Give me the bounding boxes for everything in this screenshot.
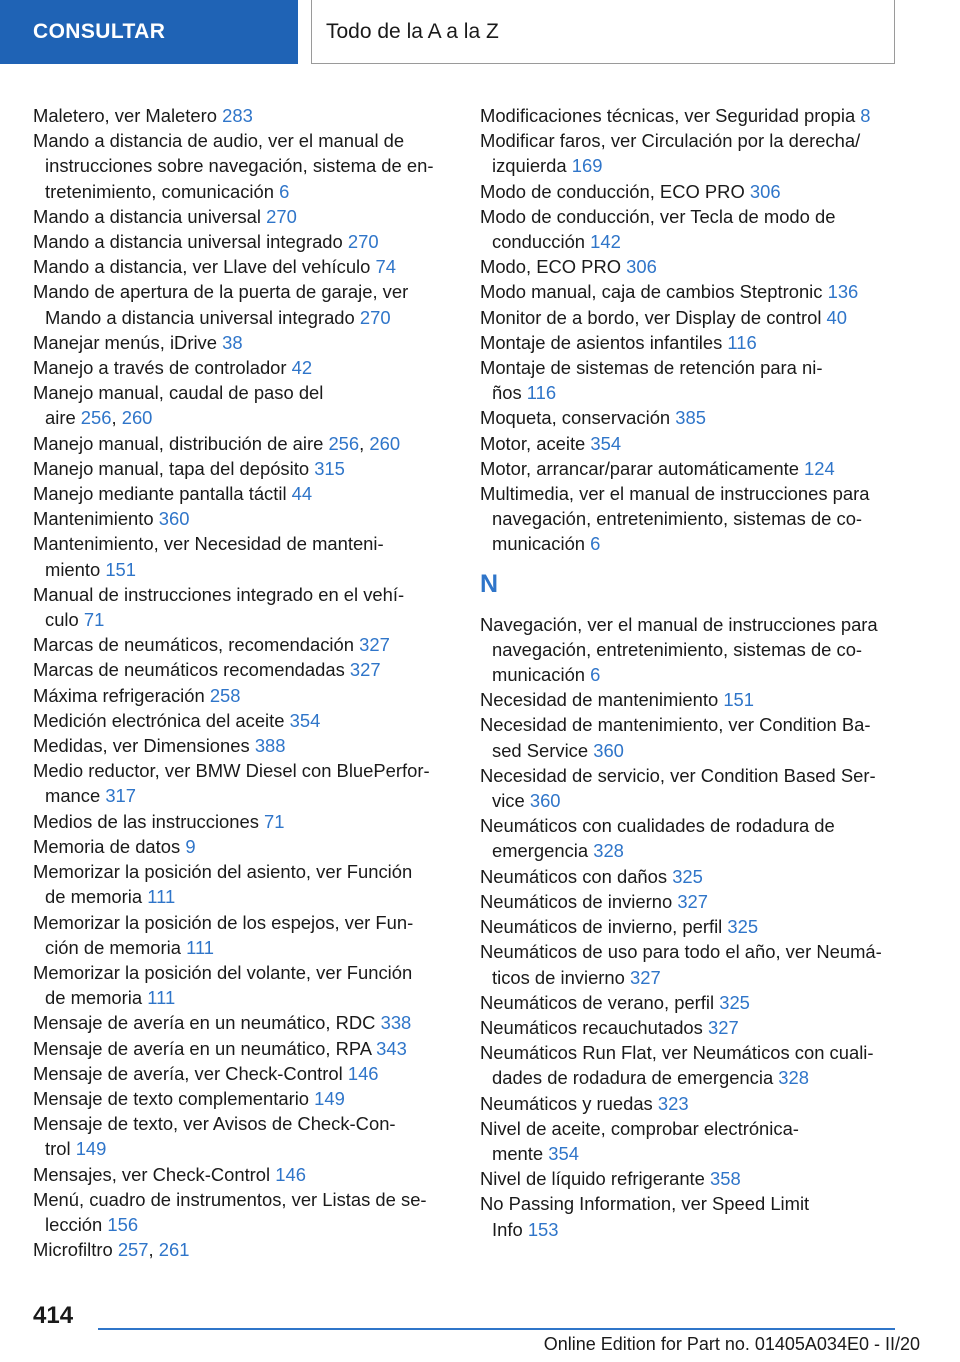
entry-term: Montaje de sistemas de retención para ni- — [480, 357, 823, 379]
page-reference-link[interactable]: 338 — [380, 1012, 412, 1034]
page-reference-link[interactable]: 360 — [529, 790, 561, 812]
page-reference-link[interactable]: 327 — [707, 1016, 739, 1038]
entry-term: Menú, cuadro de instrumentos, ver Listas de se- — [33, 1188, 427, 1210]
page-reference-link[interactable]: 256 — [328, 432, 360, 454]
page-reference-link[interactable]: 151 — [723, 689, 755, 711]
entry-term: Medio reductor, ver BMW Diesel con BluePerfor- — [33, 760, 430, 782]
index-entry — [480, 813, 898, 863]
entry-term: Neumáticos de invierno, perfil — [480, 916, 723, 938]
page-reference-link[interactable]: 42 — [291, 357, 313, 379]
index-entry — [480, 712, 898, 762]
index-entry — [33, 103, 451, 128]
index-entry — [480, 1015, 898, 1040]
entry-term-continuation: trol — [45, 1138, 71, 1160]
page-reference-link[interactable]: 6 — [590, 664, 601, 686]
index-entry — [480, 481, 898, 557]
page-reference-link[interactable]: 44 — [291, 483, 313, 505]
entry-term: Manejar menús, iDrive — [33, 331, 217, 353]
entry-term: Mensaje de avería en un neumático, RPA — [33, 1037, 372, 1059]
entry-term: Motor, arrancar/parar automáticamente — [480, 457, 799, 479]
page-reference-link[interactable]: 258 — [209, 684, 241, 706]
entry-term-continuation: navegación, entretenimiento, sistemas de co- — [492, 638, 863, 660]
entry-term: Microfiltro — [33, 1239, 113, 1261]
page-reference-link[interactable]: 323 — [657, 1092, 689, 1114]
entry-term-continuation: mance — [45, 785, 101, 807]
entry-term: Medios de las instrucciones — [33, 810, 259, 832]
entry-term: Manejo manual, distribución de aire — [33, 432, 324, 454]
page-reference-link[interactable]: 6 — [590, 533, 601, 555]
page-reference-link[interactable]: 71 — [264, 810, 285, 832]
entry-term: Maletero, ver Maletero — [33, 105, 217, 126]
entry-term: Memoria de datos — [33, 835, 181, 857]
page-reference-link[interactable]: 325 — [719, 991, 750, 1013]
index-entry — [480, 1091, 898, 1116]
page-reference-link[interactable]: 116 — [727, 331, 757, 353]
entry-term: Necesidad de mantenimiento — [480, 689, 719, 711]
page-reference-link[interactable]: 327 — [349, 659, 381, 681]
index-entry — [33, 1111, 451, 1161]
entry-term: Máxima refrigeración — [33, 684, 205, 706]
index-entry — [33, 733, 451, 758]
entry-term: Mantenimiento — [33, 508, 154, 530]
page-reference-link[interactable]: 74 — [375, 256, 396, 278]
index-entry — [480, 431, 898, 456]
entry-term: Modo, ECO PRO — [480, 256, 622, 278]
entry-term: Modificar faros, ver Circulación por la derecha/ — [480, 130, 861, 152]
index-entry: Manejo manual, distribución de aire 256, 260 — [33, 432, 401, 454]
entry-term: Medidas, ver Dimensiones — [33, 735, 250, 757]
page-reference-link[interactable]: 169 — [571, 155, 603, 177]
entry-term: Mensaje de avería, ver Check-Control — [33, 1062, 343, 1084]
index-entry — [33, 456, 451, 481]
page-reference-link[interactable]: 146 — [275, 1163, 306, 1185]
entry-term: Modificaciones técnicas, ver Seguridad propia — [480, 105, 856, 126]
page-reference-link[interactable]: 328 — [593, 840, 624, 862]
index-entry — [480, 279, 898, 304]
entry-term: Neumáticos recauchutados — [480, 1016, 703, 1038]
index-entry — [480, 456, 898, 481]
index-entry — [33, 1036, 451, 1061]
index-entry — [33, 279, 451, 329]
index-entry — [33, 531, 451, 581]
page-reference-link[interactable]: 360 — [593, 739, 624, 761]
index-entry — [33, 481, 451, 506]
entry-term-continuation: municación — [492, 533, 586, 555]
index-entry — [33, 708, 451, 733]
footer-rule — [98, 1328, 895, 1330]
index-entry — [33, 960, 451, 1010]
entry-term: Modo de conducción, ver Tecla de modo de — [480, 205, 836, 227]
index-entry — [480, 1166, 898, 1191]
entry-term-continuation: ños — [492, 382, 522, 404]
page-reference-link[interactable]: 116 — [526, 382, 557, 404]
index-entry — [33, 683, 451, 708]
entry-term: Mando de apertura de la puerta de garaje, ver — [33, 281, 409, 303]
index-entry — [33, 1061, 451, 1086]
page-reference-link[interactable]: 327 — [677, 890, 708, 912]
index-entry — [33, 582, 451, 632]
entry-term-continuation: vice — [492, 790, 525, 812]
entry-term-continuation: instrucciones sobre navegación, sistema de en- — [45, 155, 434, 177]
entry-term: Manejo mediante pantalla táctil — [33, 483, 287, 505]
entry-term: Moqueta, conservación — [480, 407, 671, 429]
index-entry — [480, 763, 898, 813]
entry-term: Neumáticos y ruedas — [480, 1092, 653, 1114]
page-reference-link[interactable]: 40 — [826, 306, 848, 328]
entry-term: Navegación, ver el manual de instrucciones para — [480, 613, 878, 635]
index-entry — [480, 330, 898, 355]
index-entry — [480, 254, 898, 279]
index-entry — [33, 632, 451, 657]
index-entry — [33, 657, 451, 682]
entry-term-continuation: tretenimiento, comunicación — [45, 180, 274, 202]
section-tab — [0, 0, 298, 64]
index-entry — [480, 204, 898, 254]
page-reference-link[interactable]: 260 — [121, 407, 153, 429]
page-reference-link[interactable]: 388 — [254, 735, 286, 757]
entry-term-continuation: Info — [492, 1218, 523, 1240]
index-entry — [33, 859, 451, 909]
index-entry — [33, 1187, 451, 1237]
page-reference-link[interactable]: 257 — [117, 1239, 149, 1261]
page-reference-link[interactable]: 9 — [185, 835, 196, 857]
index-entry — [480, 305, 898, 330]
index-entry — [33, 506, 451, 531]
entry-term: Neumáticos Run Flat, ver Neumáticos con cuali- — [480, 1042, 874, 1064]
entry-term: Mando a distancia de audio, ver el manual de — [33, 130, 405, 152]
entry-term: No Passing Information, ver Speed Limit — [480, 1193, 810, 1215]
page-reference-link[interactable]: 270 — [359, 306, 391, 328]
entry-term: Memorizar la posición del asiento, ver Función — [33, 861, 413, 883]
entry-term: Monitor de a bordo, ver Display de control — [480, 306, 822, 328]
index-entry — [33, 1162, 451, 1187]
entry-term-continuation: ticos de invierno — [492, 966, 625, 988]
page-reference-link[interactable]: 149 — [314, 1087, 345, 1109]
page-reference-link[interactable]: 71 — [83, 609, 105, 631]
page-reference-link[interactable]: 8 — [860, 105, 871, 126]
index-entry — [480, 405, 898, 430]
section-letter-heading: N — [480, 569, 499, 598]
page-reference-link[interactable]: 306 — [626, 256, 657, 278]
entry-term: Motor, aceite — [480, 432, 586, 454]
section-label: CONSULTAR — [33, 20, 166, 43]
page-reference-link[interactable]: 111 — [147, 886, 176, 908]
index-column-left — [33, 103, 451, 1262]
index-entry — [480, 355, 898, 405]
index-entry: Microfiltro 257, 261 — [33, 1239, 190, 1261]
entry-term: Memorizar la posición de los espejos, ver Fun- — [33, 911, 414, 933]
index-entry — [33, 1010, 451, 1035]
entry-term: Mensaje de texto complementario — [33, 1087, 310, 1109]
page-reference-link[interactable]: 328 — [778, 1067, 809, 1089]
entry-term-continuation: ción de memoria — [45, 936, 181, 958]
entry-term-continuation: mente — [492, 1142, 544, 1164]
entry-term: Medición electrónica del aceite — [33, 709, 285, 731]
page-reference-link[interactable]: 136 — [827, 281, 859, 303]
page-reference-link[interactable]: 385 — [675, 407, 706, 429]
entry-term: Necesidad de servicio, ver Condition Based Ser- — [480, 764, 876, 786]
index-entry — [480, 990, 898, 1015]
index-entry — [480, 1191, 898, 1241]
index-entry — [33, 330, 451, 355]
index-entry — [480, 1116, 898, 1166]
page-reference-link[interactable]: 142 — [590, 231, 621, 253]
page-reference-link[interactable]: 111 — [147, 987, 176, 1009]
chapter-title: Todo de la A a la Z — [326, 19, 499, 43]
entry-term: Neumáticos con daños — [480, 865, 668, 887]
page-reference-link[interactable]: 325 — [672, 865, 703, 887]
entry-term: Manejo manual, caudal de paso del — [33, 382, 324, 404]
page-number: 414 — [33, 1302, 74, 1329]
entry-term: Manejo a través de controlador — [33, 357, 287, 379]
page-reference-link[interactable]: 38 — [222, 331, 243, 353]
entry-term: Mantenimiento, ver Necesidad de manteni- — [33, 533, 384, 555]
entry-term-continuation: Mando a distancia universal integrado — [45, 306, 355, 328]
page-reference-link[interactable]: 327 — [630, 966, 661, 988]
entry-term: Neumáticos con cualidades de rodadura de — [480, 815, 835, 837]
entry-term: Montaje de asientos infantiles — [480, 331, 723, 353]
index-entry — [33, 834, 451, 859]
page-reference-link[interactable]: 111 — [186, 936, 215, 958]
index-list-n — [480, 612, 898, 1242]
entry-term-continuation: dades de rodadura de emergencia — [492, 1067, 774, 1089]
entry-term: Mando a distancia, ver Llave del vehículo — [33, 256, 371, 278]
page-reference-link[interactable]: 354 — [590, 432, 622, 454]
page-reference-link[interactable]: 149 — [75, 1138, 107, 1160]
index-entry — [33, 809, 451, 834]
index-entry — [33, 1086, 451, 1111]
entry-term-continuation: culo — [45, 609, 79, 631]
index-entry — [33, 254, 451, 279]
page-reference-link[interactable]: 260 — [369, 432, 401, 454]
page-reference-link[interactable]: 306 — [749, 180, 781, 202]
index-list-m-left — [33, 103, 451, 1262]
page-reference-link[interactable]: 270 — [347, 231, 379, 253]
entry-term: Neumáticos de verano, perfil — [480, 991, 715, 1013]
page-reference-link[interactable]: 315 — [314, 457, 345, 479]
entry-term: Mensaje de texto, ver Avisos de Check-Con- — [33, 1113, 396, 1135]
index-entry — [480, 914, 898, 939]
index-entry — [480, 864, 898, 889]
footer-edition: Online Edition for Part no. 01405A034E0 - II/20 — [543, 1334, 920, 1354]
entry-term-continuation: lección — [45, 1213, 103, 1235]
entry-term-continuation: de memoria — [45, 886, 143, 908]
entry-term-continuation: aire — [45, 407, 76, 429]
index-entry — [480, 179, 898, 204]
page-reference-link[interactable]: 124 — [804, 457, 835, 479]
index-entry — [480, 939, 898, 989]
index-entry — [33, 355, 451, 380]
entry-term: Multimedia, ver el manual de instrucciones para — [480, 483, 870, 505]
page-reference-link[interactable]: 261 — [158, 1239, 190, 1261]
page-reference-link[interactable]: 343 — [376, 1037, 407, 1059]
entry-term: Mensaje de avería en un neumático, RDC — [33, 1012, 376, 1034]
index-entry — [480, 687, 898, 712]
page-reference-link[interactable]: 358 — [710, 1168, 741, 1190]
entry-term: Modo de conducción, ECO PRO — [480, 180, 745, 202]
index-entry — [33, 758, 451, 808]
entry-term-continuation: izquierda — [492, 155, 567, 177]
index-entry — [33, 910, 451, 960]
entry-term: Memorizar la posición del volante, ver Función — [33, 961, 413, 983]
page-reference-link[interactable]: 256 — [80, 407, 112, 429]
entry-term: Mensajes, ver Check-Control — [33, 1163, 271, 1185]
entry-term: Marcas de neumáticos, recomendación — [33, 634, 354, 656]
index-entry — [33, 204, 451, 229]
entry-term: Manual de instrucciones integrado en el vehí- — [33, 583, 405, 605]
page-reference-link[interactable]: 146 — [347, 1062, 379, 1084]
page-reference-link[interactable]: 151 — [105, 558, 137, 580]
index-list-m-right — [480, 103, 898, 557]
index-entry: Manejo manual, caudal de paso del aire 256, 260 — [33, 382, 324, 429]
index-entry — [33, 229, 451, 254]
page-reference-link[interactable]: 317 — [105, 785, 137, 807]
entry-term-continuation: emergencia — [492, 840, 589, 862]
entry-term: Mando a distancia universal integrado — [33, 231, 343, 253]
entry-term: Neumáticos de uso para todo el año, ver Neumá- — [480, 941, 882, 963]
index-entry — [33, 128, 451, 204]
entry-term: Nivel de aceite, comprobar electrónica- — [480, 1117, 799, 1139]
entry-term-continuation: municación — [492, 664, 586, 686]
page-reference-link[interactable]: 283 — [222, 105, 253, 126]
page-reference-link[interactable]: 153 — [527, 1218, 559, 1240]
entry-term-continuation: de memoria — [45, 987, 143, 1009]
page-reference-link[interactable]: 270 — [266, 205, 297, 227]
page-reference-link[interactable]: 360 — [158, 508, 190, 530]
entry-term: Nivel de líquido refrigerante — [480, 1168, 705, 1190]
entry-term: Manejo manual, tapa del depósito — [33, 457, 310, 479]
entry-term: Necesidad de mantenimiento, ver Condition Ba- — [480, 714, 871, 736]
chapter-title-box — [311, 0, 895, 64]
page-reference-link[interactable]: 6 — [279, 180, 290, 202]
page-reference-link[interactable]: 354 — [548, 1142, 579, 1164]
entry-term-continuation: miento — [45, 558, 101, 580]
entry-term: Neumáticos de invierno — [480, 890, 673, 912]
index-entry — [480, 1040, 898, 1090]
entry-term: Modo manual, caja de cambios Steptronic — [480, 281, 823, 303]
index-entry — [480, 889, 898, 914]
index-entry — [480, 612, 898, 688]
entry-term-continuation: conducción — [492, 231, 586, 253]
index-column-right — [480, 103, 898, 1242]
entry-term: Mando a distancia universal — [33, 205, 261, 227]
page-reference-link[interactable]: 325 — [727, 916, 759, 938]
index-entry — [480, 128, 898, 178]
entry-term: Marcas de neumáticos recomendadas — [33, 659, 345, 681]
entry-term-continuation: navegación, entretenimiento, sistemas de co- — [492, 508, 863, 530]
page-reference-link[interactable]: 327 — [359, 634, 390, 656]
index-entry — [480, 103, 898, 128]
page-reference-link[interactable]: 156 — [107, 1213, 139, 1235]
page-reference-link[interactable]: 354 — [289, 709, 321, 731]
entry-term-continuation: sed Service — [492, 739, 589, 761]
